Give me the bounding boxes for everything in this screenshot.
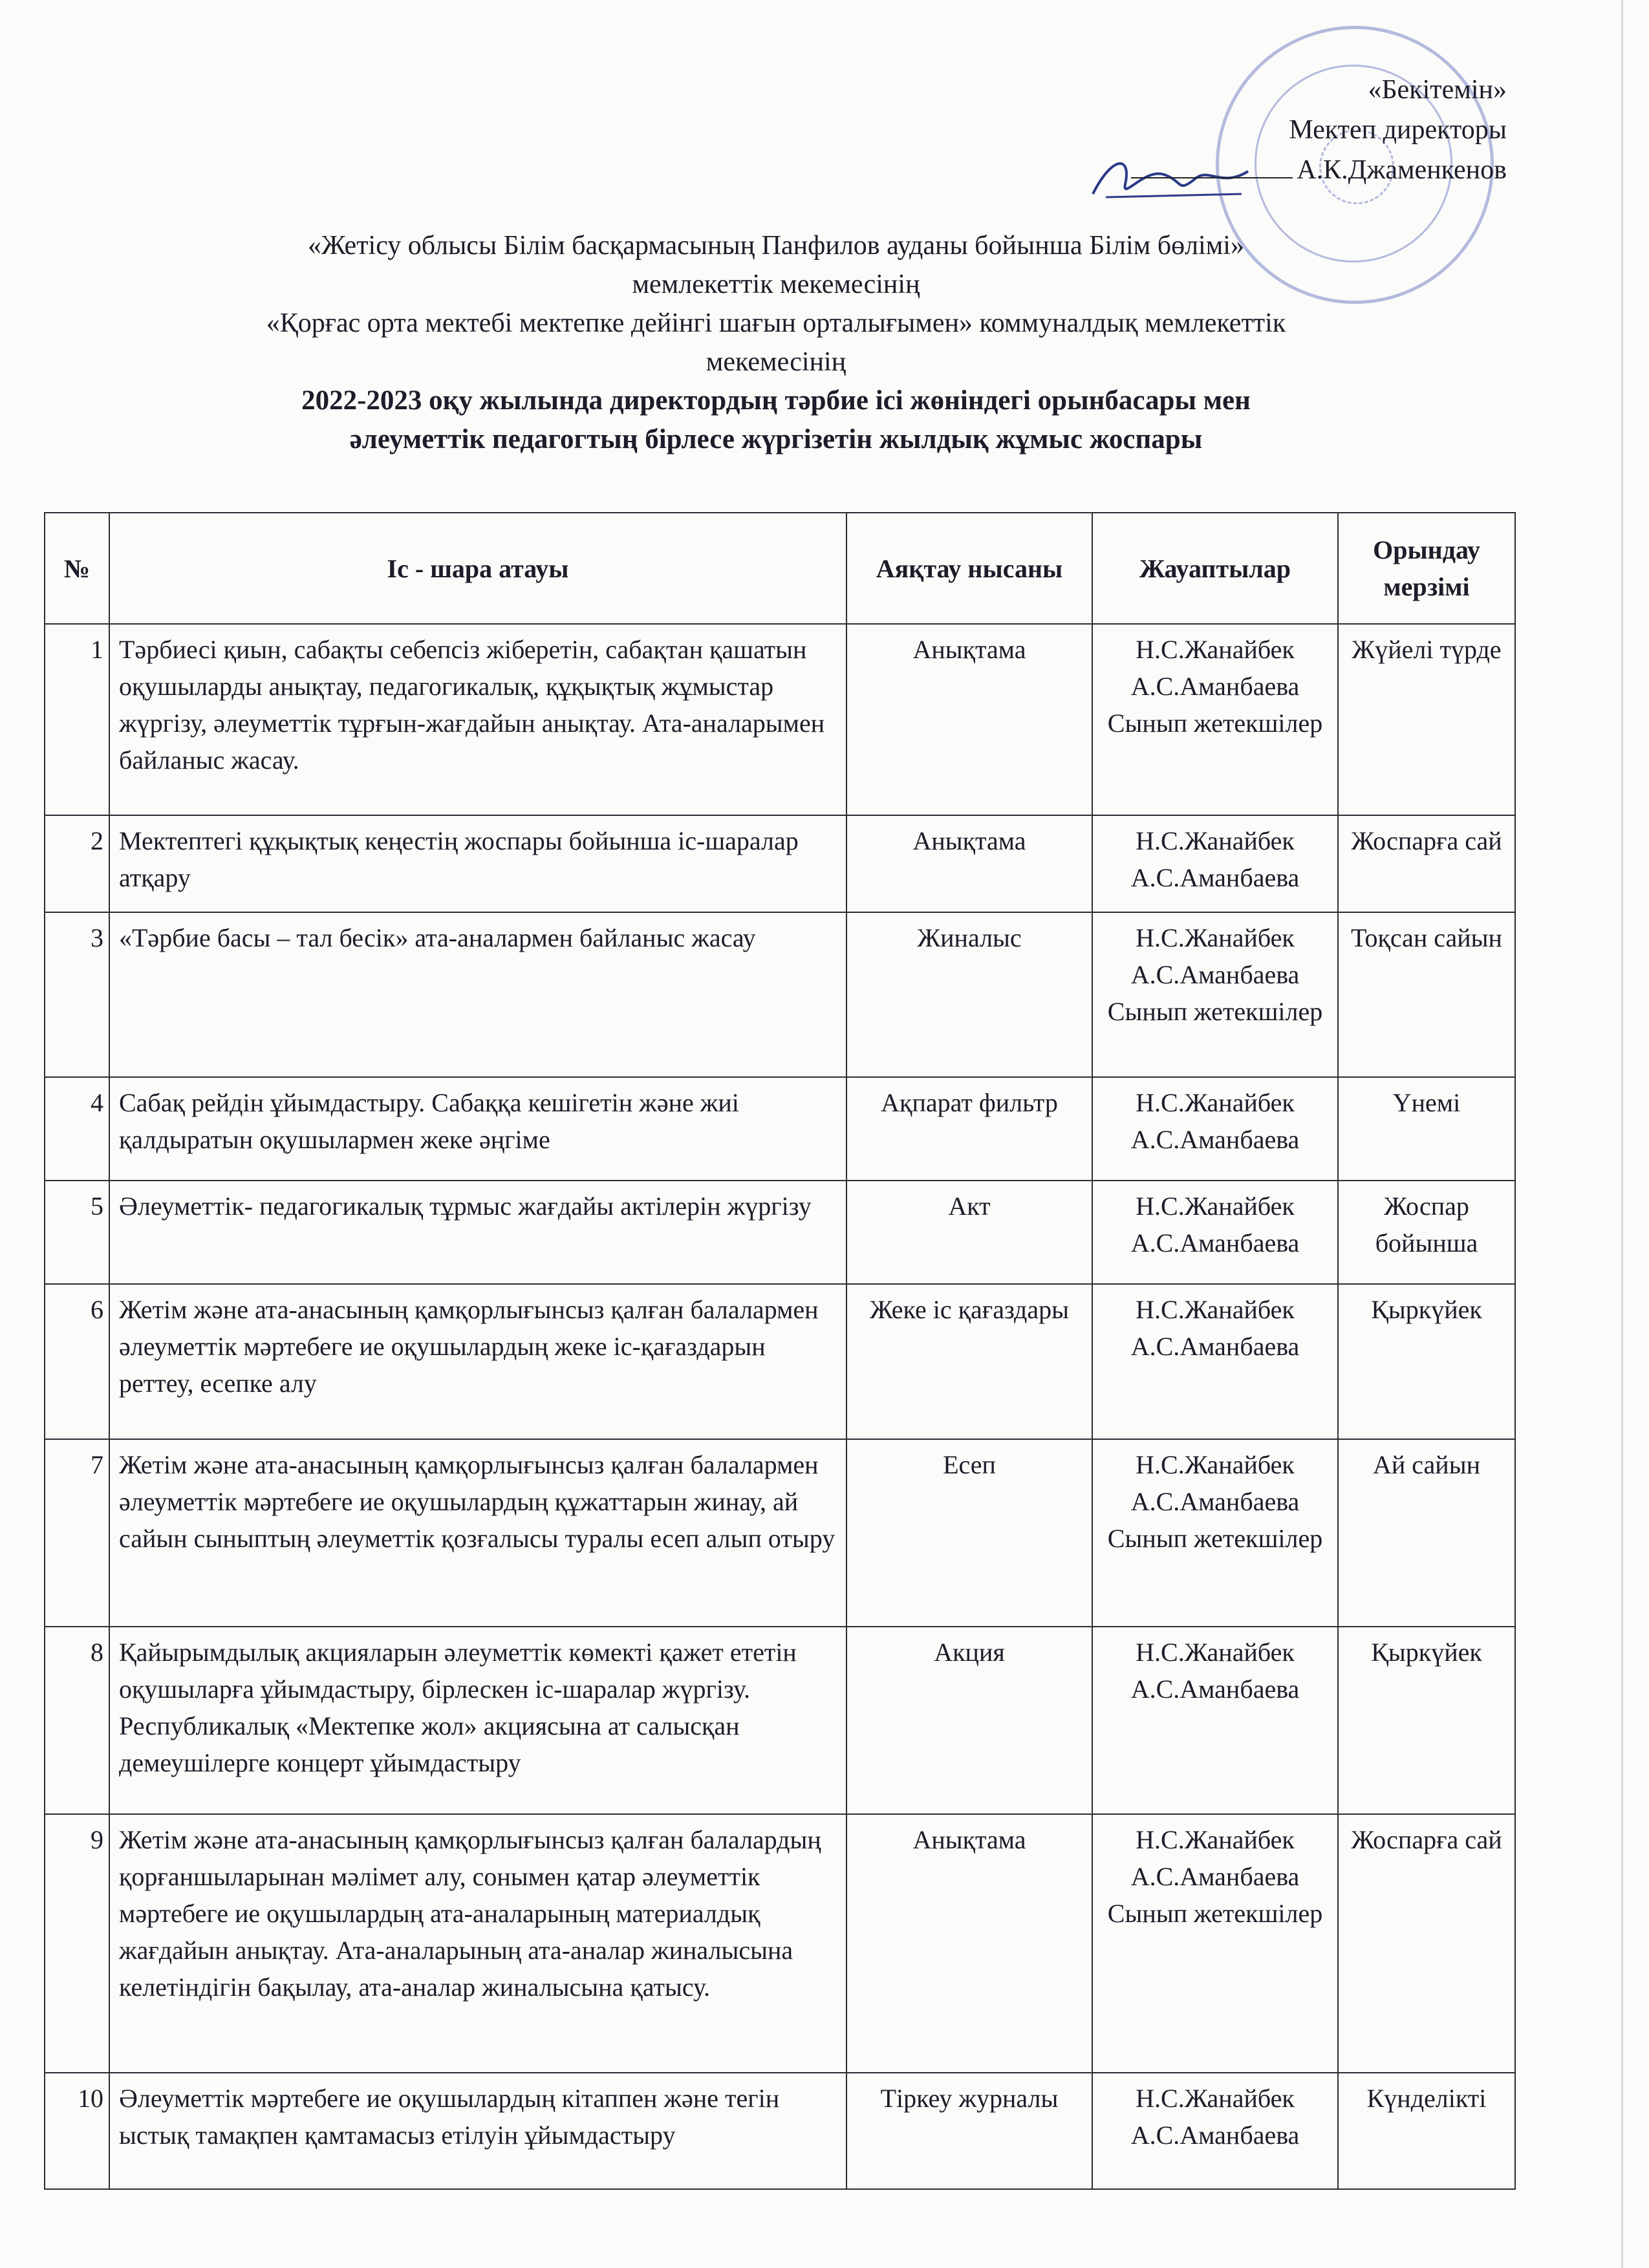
header-line-1: «Жетісу облысы Білім басқармасының Панфилов ауданы бойынша Білім бөлімі» — [308, 231, 1244, 261]
row-term: Ай сайын — [1338, 1439, 1515, 1627]
row-event: Қайырымдылық акцияларын әлеуметтік көмекті қажет ететін оқушыларға ұйымдастыру, бірлескен іс-шаралар жүргізу. Республикалық «Мектепке жол» акциясына ат салысқан демеушілерге концерт ұйымдастыру — [109, 1627, 846, 1814]
row-form: Жеке іс қағаздары — [846, 1284, 1092, 1439]
header-term: Орындау мерзімі — [1338, 513, 1515, 624]
row-responsible: Н.С.Жанайбек А.С.Аманбаева Сынып жетекшілер — [1092, 624, 1338, 815]
document-header — [116, 226, 1436, 459]
row-event: «Тәрбие басы – тал бесік» ата-аналармен байланыс жасау — [109, 912, 846, 1077]
row-responsible: Н.С.Жанайбек А.С.Аманбаева — [1092, 1627, 1338, 1814]
header-num: № — [45, 513, 109, 624]
row-responsible: Н.С.Жанайбек А.С.Аманбаева Сынып жетекшілер — [1092, 912, 1338, 1077]
row-number: 8 — [45, 1627, 109, 1814]
approval-title: «Бекітемін» — [1368, 75, 1507, 105]
approval-position: Мектеп директоры — [1289, 115, 1507, 145]
table-row — [45, 2073, 1515, 2189]
row-form: Есеп — [846, 1439, 1092, 1627]
row-form: Ақпарат фильтр — [846, 1077, 1092, 1181]
row-form: Акция — [846, 1627, 1092, 1814]
work-plan-table — [44, 512, 1516, 2190]
row-event: Әлеуметтік мәртебеге ие оқушылардың кітаппен және тегін ыстық тамақпен қамтамасыз етілуін ұйымдастыру — [109, 2073, 846, 2189]
row-event: Жетім және ата-анасының қамқорлығынсыз қалған балалардың қорғаншыларынан мәлімет алу, сонымен қатар әлеуметтік мәртебеге ие оқушылардың ата-аналарының материалдық жағдайын анықтау. Ата-аналарының ата-аналар жиналысына келетіндігін бақылау, ата-аналар жиналысына қатысу. — [109, 1814, 846, 2073]
header-line-3: «Қорғас орта мектебі мектепке дейінгі шағын орталығымен» коммуналдық мемлекеттік — [266, 308, 1286, 338]
document-title-2: әлеуметтік педагогтың бірлесе жүргізетін жылдық жұмыс жоспары — [349, 424, 1203, 455]
row-number: 3 — [45, 912, 109, 1077]
director-name: А.К.Джаменкенов — [1297, 155, 1507, 185]
table-row — [45, 1439, 1515, 1627]
row-number: 4 — [45, 1077, 109, 1181]
row-form: Тіркеу журналы — [846, 2073, 1092, 2189]
table-row — [45, 624, 1515, 815]
row-responsible: Н.С.Жанайбек А.С.Аманбаева — [1092, 815, 1338, 912]
table-row — [45, 1077, 1515, 1181]
row-event: Жетім және ата-анасының қамқорлығынсыз қалған балалармен әлеуметтік мәртебеге ие оқушылардың құжаттарын жинау, ай сайын сыныптың әлеуметтік қозғалысы туралы есеп алып отыру — [109, 1439, 846, 1627]
row-number: 5 — [45, 1181, 109, 1284]
row-event: Әлеуметтік- педагогикалық тұрмыс жағдайы актілерін жүргізу — [109, 1181, 846, 1284]
document-title-1: 2022-2023 оқу жылында директордың тәрбие ісі жөніндегі орынбасары мен — [301, 385, 1251, 416]
row-number: 2 — [45, 815, 109, 912]
table-header-row — [45, 513, 1515, 624]
table-row — [45, 815, 1515, 912]
row-term: Жоспар бойынша — [1338, 1181, 1515, 1284]
row-number: 7 — [45, 1439, 109, 1627]
header-line-4: мекемесінің — [706, 347, 846, 377]
row-responsible: Н.С.Жанайбек А.С.Аманбаева — [1092, 2073, 1338, 2189]
table-row — [45, 1181, 1515, 1284]
row-responsible: Н.С.Жанайбек А.С.Аманбаева — [1092, 1077, 1338, 1181]
table-row — [45, 1284, 1515, 1439]
row-event: Жетім және ата-анасының қамқорлығынсыз қалған балалармен әлеуметтік мәртебеге ие оқушылардың жеке іс-қағаздарын реттеу, есепке алу — [109, 1284, 846, 1439]
row-form: Анықтама — [846, 1814, 1092, 2073]
approval-block — [1131, 70, 1507, 190]
row-responsible: Н.С.Жанайбек А.С.Аманбаева — [1092, 1284, 1338, 1439]
header-responsible: Жауаптылар — [1092, 513, 1338, 624]
row-term: Жүйелі түрде — [1338, 624, 1515, 815]
row-form: Акт — [846, 1181, 1092, 1284]
row-form: Жиналыс — [846, 912, 1092, 1077]
row-responsible: Н.С.Жанайбек А.С.Аманбаева Сынып жетекшілер — [1092, 1439, 1338, 1627]
header-event: Іс - шара атауы — [109, 513, 846, 624]
row-event: Сабақ рейдін ұйымдастыру. Сабаққа кешігетін және жиі қалдыратын оқушылармен жеке әңгіме — [109, 1077, 846, 1181]
row-term: Жоспарға сай — [1338, 1814, 1515, 2073]
row-event: Тәрбиесі қиын, сабақты себепсіз жіберетін, сабақтан қашатын оқушыларды анықтау, педагогикалық, құқықтық жұмыстар жүргізу, әлеуметтік тұрғын-жағдайын анықтау. Ата-аналарымен байланыс жасау. — [109, 624, 846, 815]
scan-edge — [1621, 0, 1623, 2268]
row-number: 9 — [45, 1814, 109, 2073]
header-line-2: мемлекеттік мекемесінің — [632, 270, 920, 299]
table-row — [45, 1627, 1515, 1814]
row-term: Жоспарға сай — [1338, 815, 1515, 912]
row-number: 10 — [45, 2073, 109, 2189]
row-responsible: Н.С.Жанайбек А.С.Аманбаева Сынып жетекшілер — [1092, 1814, 1338, 2073]
header-form: Аяқтау нысаны — [846, 513, 1092, 624]
table-row — [45, 912, 1515, 1077]
table-row — [45, 1814, 1515, 2073]
row-term: Тоқсан сайын — [1338, 912, 1515, 1077]
row-number: 1 — [45, 624, 109, 815]
row-term: Қыркүйек — [1338, 1627, 1515, 1814]
row-term: Күнделікті — [1338, 2073, 1515, 2189]
row-number: 6 — [45, 1284, 109, 1439]
row-term: Үнемі — [1338, 1077, 1515, 1181]
row-responsible: Н.С.Жанайбек А.С.Аманбаева — [1092, 1181, 1338, 1284]
row-form: Анықтама — [846, 624, 1092, 815]
signature-line — [1131, 177, 1293, 178]
row-term: Қыркүйек — [1338, 1284, 1515, 1439]
row-form: Анықтама — [846, 815, 1092, 912]
row-event: Мектептегі құқықтық кеңестің жоспары бойынша іс-шаралар атқару — [109, 815, 846, 912]
